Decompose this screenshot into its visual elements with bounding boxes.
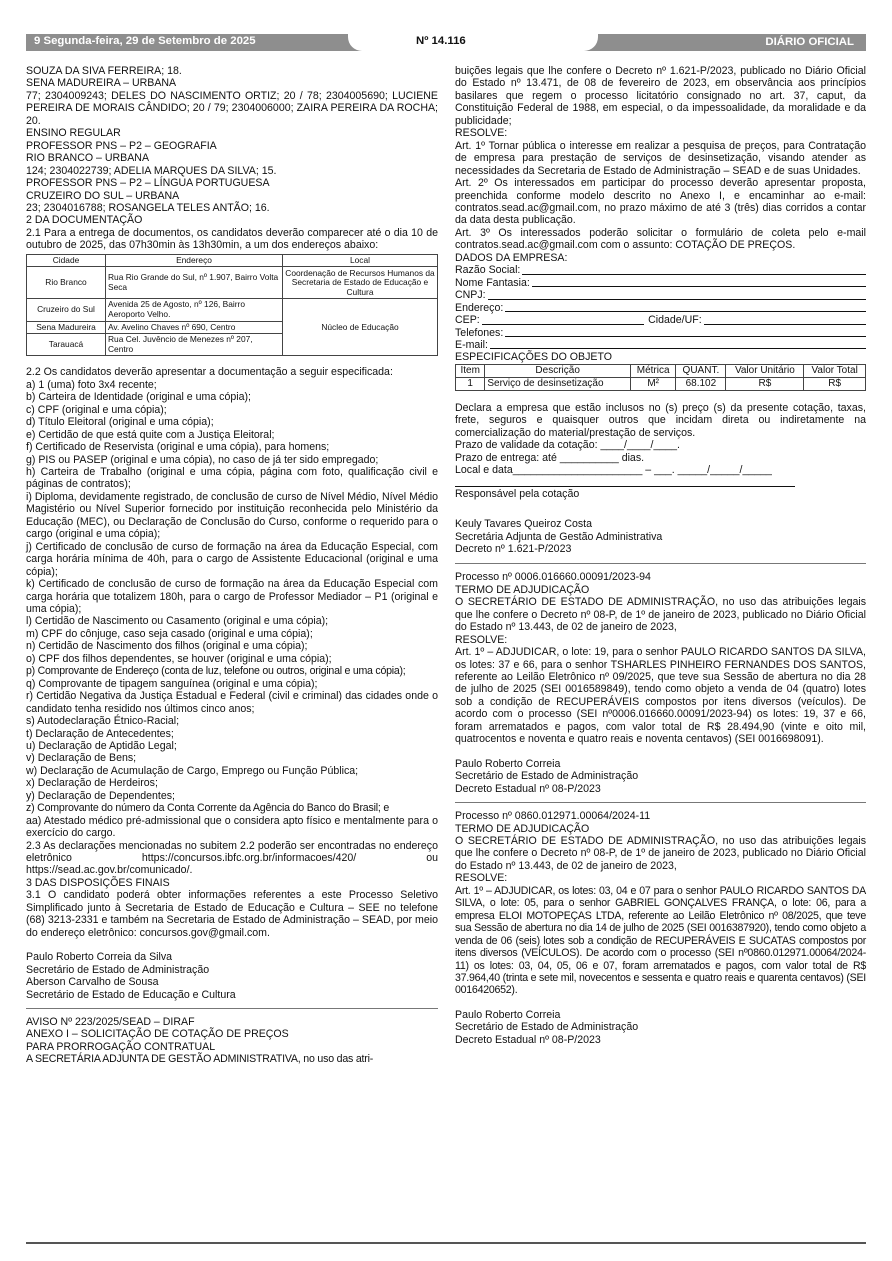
table-cell: Av. Avelino Chaves nº 690, Centro: [106, 321, 283, 334]
left-column: [26, 65, 438, 1066]
text-line: Local e data______________________ – ___. _____/_____/_____: [455, 464, 772, 477]
table-header-cell: Cidade: [27, 254, 106, 267]
text-line: Prazo de validade da cotação: ____/____/____.: [455, 439, 680, 452]
paragraph: 2.1 Para a entrega de documentos, os candidatos deverão comparecer até o dia 10 de outubro de 2025, das 07h30min às 13h30min, a um dos endereços abaixo:: [26, 226, 438, 252]
header-issue-number: Nº 14.116: [416, 35, 466, 47]
list-item: u) Declaração de Aptidão Legal;: [26, 739, 177, 752]
signature-line: [455, 477, 795, 487]
notice-title: AVISO Nº 223/2025/SEAD – DIRAF: [26, 1016, 195, 1029]
text-line: SENA MADUREIRA – URBANA: [26, 77, 177, 90]
text-line: PROFESSOR PNS – P2 – LÍNGUA PORTUGUESA: [26, 177, 270, 190]
list-item: g) PIS ou PASEP (original e uma cópia), no caso de já ter sido empregado;: [26, 453, 379, 466]
signature-decree: Decreto Estadual nº 08-P/2023: [455, 1033, 601, 1046]
paragraph: 2.2 Os candidatos deverão apresentar a documentação a seguir especificada:: [26, 366, 393, 379]
page-header: [26, 34, 866, 51]
list-item: b) Carteira de Identidade (original e uma cópia);: [26, 391, 251, 404]
signature-title: Secretária Adjunta de Gestão Administrativa: [455, 530, 663, 543]
list-item: r) Certidão Negativa da Justiça Estadual e Federal (civil e criminal) das cidades onde o candidato tenha residido nos últimos cinco anos;: [26, 690, 438, 715]
field-label: Telefones:: [455, 326, 504, 339]
divider: [26, 1008, 438, 1009]
list-item: p) Comprovante de Endereço (conta de luz, telefone ou outros, original e uma cópia);: [26, 665, 406, 678]
text-line: RIO BRANCO – URBANA: [26, 152, 150, 165]
form-field-cnpj: [455, 289, 866, 301]
section-heading: 3 DAS DISPOSIÇÕES FINAIS: [26, 876, 170, 889]
form-field-nome-fantasia: [455, 277, 866, 289]
list-item: q) Comprovante de tipagem sanguínea (original e uma cópia);: [26, 677, 318, 690]
table-header-cell: Endereço: [106, 254, 283, 267]
table-row: [27, 299, 438, 321]
section-heading: ESPECIFICAÇÕES DO OBJETO: [455, 351, 612, 364]
table-header-cell: Item: [456, 364, 485, 377]
paragraph: 3.1 O candidato poderá obter informações referentes a este Processo Seletivo Simplificado junto à Secretaria de Estado de Educação e Cultura – SEE no telefone (68) 3213-2331 e também na Secretaria de Estado de Administração – SEAD, por meio do endereço eletrônico: concursos.gov@gmail.com.: [26, 889, 438, 939]
table-cell: 68.102: [676, 377, 726, 390]
list-item: a) 1 (uma) foto 3x4 recente;: [26, 378, 157, 391]
field-label: Cidade/UF:: [648, 314, 702, 327]
table-cell: M²: [630, 377, 675, 390]
table-cell: Cruzeiro do Sul: [27, 299, 106, 321]
table-cell: R$: [804, 377, 866, 390]
text-line: CRUZEIRO DO SUL – URBANA: [26, 189, 180, 202]
list-item: l) Certidão de Nascimento ou Casamento (original e uma cópia);: [26, 615, 329, 628]
document-title: TERMO DE ADJUDICAÇÃO: [455, 822, 590, 835]
field-label: Endereço:: [455, 301, 504, 314]
resolve-heading: RESOLVE:: [455, 633, 508, 646]
list-item: s) Autodeclaração Étnico-Racial;: [26, 715, 180, 728]
paragraph: Art. 3º Os interessados poderão solicitar o formulário de coleta pelo e-mail contratos.sead.ac@gmail.com com o assunto: COTAÇÃO DE PREÇOS.: [455, 226, 866, 252]
header-center-tab: [348, 34, 598, 51]
table-header-cell: Descrição: [485, 364, 631, 377]
signature-title: Secretário de Estado de Administração: [455, 770, 639, 783]
divider: [455, 563, 866, 564]
field-label: CEP:: [455, 314, 480, 327]
table-cell: Sena Madureira: [27, 321, 106, 334]
form-field-telefones: [455, 327, 866, 339]
table-cell: Rio Branco: [27, 267, 106, 299]
field-label: Nome Fantasia:: [455, 276, 530, 289]
table-row: [27, 267, 438, 299]
header-publication-title: DIÁRIO OFICIAL: [765, 36, 854, 48]
list-item: j) Certificado de conclusão de curso de formação na área da Educação Especial, com carga horária mínima de 40h, para o cargo de Assistente Educacional (original e uma cópia);: [26, 540, 438, 578]
section-heading: 2 DA DOCUMENTAÇÃO: [26, 214, 143, 227]
document-title: TERMO DE ADJUDICAÇÃO: [455, 583, 590, 596]
paragraph: O SECRETÁRIO DE ESTADO DE ADMINISTRAÇÃO, no uso das atribuições legais que lhe confere o Decreto nº 08-P, de 1º de janeiro de 2023, publicado no Diário Oficial do Estado nº 13.443, de 02 de janeiro de 2023,: [455, 835, 866, 872]
text-line: Prazo de entrega: até __________ dias.: [455, 451, 645, 464]
form-field-endereco: [455, 302, 866, 314]
list-item: m) CPF do cônjuge, caso seja casado (original e uma cópia);: [26, 627, 313, 640]
signature-name: Keuly Tavares Queiroz Costa: [455, 518, 592, 531]
list-item: h) Carteira de Trabalho (original e uma cópia, página com foto, qualificação civil e páginas de contratos);: [26, 465, 438, 491]
field-label: E-mail:: [455, 338, 488, 351]
table-cell: Serviço de desinsetização: [485, 377, 631, 390]
list-item: f) Certificado de Reservista (original e uma cópia), para homens;: [26, 441, 330, 454]
text-line: ENSINO REGULAR: [26, 127, 121, 140]
text-line: Responsável pela cotação: [455, 487, 580, 500]
resolve-heading: RESOLVE:: [455, 872, 508, 885]
field-label: Razão Social:: [455, 264, 521, 277]
signature-name: Paulo Roberto Correia da Silva: [26, 951, 173, 964]
paragraph: 2.3 As declarações mencionadas no subitem 2.2 poderão ser encontradas no endereço eletrônico https://concursos.ibfc.org.br/informacoes/420/ ou https://sead.ac.gov.br/comunicado/.: [26, 839, 438, 877]
object-spec-table: [455, 364, 866, 391]
text-line: PROFESSOR PNS – P2 – GEOGRAFIA: [26, 139, 217, 152]
list-item: w) Declaração de Acumulação de Cargo, Emprego ou Função Pública;: [26, 764, 359, 777]
list-item: z) Comprovante do número da Conta Corrente da Agência do Banco do Brasil; e: [26, 802, 390, 815]
table-row: [456, 377, 866, 390]
notice-subtitle: ANEXO I – SOLICITAÇÃO DE COTAÇÃO DE PREÇOS: [26, 1028, 289, 1041]
signature-name: Aberson Carvalho de Sousa: [26, 976, 159, 989]
signature-decree: Decreto nº 1.621-P/2023: [455, 542, 572, 555]
paragraph: Art. 2º Os interessados em participar do processo deverão apresentar proposta, preenchida conforme modelo descrito no Anexo I, e encaminhar ao e-mail: contratos.sead.ac@gmail.com, no prazo máximo de até 3 (três) dias corridos a contar da data desta publicação.: [455, 177, 866, 227]
list-item: e) Certidão de que está quite com a Justiça Eleitoral;: [26, 428, 275, 441]
list-item: i) Diploma, devidamente registrado, de conclusão de curso de Nível Médio, Nível Médio Magistério ou Nível Superior fornecido por instituição reconhecida pelo Ministério da Educação (MEC), ou Declaração de Conclusão do Curso, conforme o requerido para o cargo (original e uma cópia);: [26, 490, 438, 541]
table-cell: Núcleo de Educação: [283, 299, 438, 356]
paragraph: Art. 1º Tornar pública o interesse em realizar a pesquisa de preços, para Contratação de empresa para prestação de serviços de desinsetização, visando atender as necessidades da Secretaria de Estado de Administração – SEAD e de suas Unidades.: [455, 139, 866, 177]
text-line: 23; 2304016788; ROSANGELA TELES ANTÃO; 16.: [26, 201, 270, 214]
list-item: k) Certificado de conclusão de curso de formação na área da Educação Especial com carga horária que totalizem 180h, para o cargo de Professor Mediador – P1 (original e uma cópia);: [26, 578, 438, 615]
signature-title: Secretário de Estado de Administração: [455, 1021, 639, 1034]
table-header-cell: QUANT.: [676, 364, 726, 377]
signature-name: Paulo Roberto Correia: [455, 1008, 561, 1021]
divider: [455, 802, 866, 803]
paragraph: Declara a empresa que estão inclusos no (s) preço (s) da presente cotação, taxas, frete, seguros e quaisquer outros que incidam direta ou indiretamente na comercialização do material/prestação de serviços.: [455, 401, 866, 439]
list-item: o) CPF dos filhos dependentes, se houver (original e uma cópia);: [26, 652, 332, 665]
right-column: [455, 65, 866, 1046]
table-header-cell: Valor Unitário: [726, 364, 804, 377]
list-item: aa) Atestado médico pré-admissional que o considera apto físico e mentalmente para o exercício do cargo.: [26, 814, 438, 840]
form-field-razao-social: [455, 264, 866, 276]
list-item: n) Certidão de Nascimento dos filhos (original e uma cópia);: [26, 640, 308, 653]
resolve-heading: RESOLVE:: [455, 127, 508, 140]
list-item: c) CPF (original e uma cópia);: [26, 403, 167, 416]
signature-title: Secretário de Estado de Administração: [26, 963, 210, 976]
list-item: x) Declaração de Herdeiros;: [26, 777, 158, 790]
list-item: d) Título Eleitoral (original e uma cópia);: [26, 416, 214, 429]
form-field-email: [455, 339, 866, 351]
text-line: 124; 2304022739; ADELIA MARQUES DA SILVA; 15.: [26, 164, 277, 177]
section-heading: DADOS DA EMPRESA:: [455, 251, 568, 264]
signature-decree: Decreto Estadual nº 08-P/2023: [455, 782, 601, 795]
table-cell: Rua Cel. Juvêncio de Menezes nº 207, Centro: [106, 334, 283, 356]
table-cell: 1: [456, 377, 485, 390]
table-cell: R$: [726, 377, 804, 390]
signature-title: Secretário de Estado de Educação e Cultura: [26, 988, 236, 1001]
text-line: SOUZA DA SIVA FERREIRA; 18.: [26, 65, 182, 77]
process-number: Processo nº 0860.012971.00064/2024-11: [455, 810, 651, 823]
table-header-cell: Métrica: [630, 364, 675, 377]
signature-name: Paulo Roberto Correia: [455, 757, 561, 770]
paragraph: buições legais que lhe confere o Decreto nº 1.621-P/2023, publicado no Diário Oficial do Estado nº 13.471, de 08 de fevereiro de 2023, em observância aos princípios basilares que regem o processo licitatório consignado no art. 37, caput, da Constituição Federal de 1988, em especial, o da impessoalidade, da moralidade e da publicidade;: [455, 65, 866, 127]
table-header-cell: Valor Total: [804, 364, 866, 377]
list-item: y) Declaração de Dependentes;: [26, 789, 175, 802]
header-date: 9 Segunda-feira, 29 de Setembro de 2025: [34, 35, 256, 47]
notice-subtitle: PARA PRORROGAÇÃO CONTRATUAL: [26, 1040, 216, 1053]
table-cell: Tarauacá: [27, 334, 106, 356]
page-footer-rule: [26, 1242, 866, 1244]
paragraph: Art. 1º – ADJUDICAR, os lotes: 03, 04 e 07 para o senhor PAULO RICARDO SANTOS DA SILVA, o lote: 05, para o senhor GABRIEL GONÇALVES FRANÇA, o lote: 06, para a empresa ELOI MOTOPEÇAS LTDA, referente ao Leilão Eletrônico nº 08/2025, que teve sua Sessão de abertura no dia 14 de julho de 2025 (SEI 0016387920), tendo como objeto a venda de 06 (seis) lotes sob a condição de RECUPERÁVEIS E SUCATAS compostos por itens diversos (VEÍCULOS). De acordo com o processo (SEI nº0860.012971.00064/2024-11) os lotes: 03, 04, 05, 06 e 07, foram arrematados e pagos, com valor total de R$ 37.964,40 (trinta e sete mil, novecentos e sessenta e quatro reais e quarenta centavos) (SEI 0016420652).: [455, 884, 866, 997]
list-item: t) Declaração de Antecedentes;: [26, 727, 174, 740]
paragraph: Art. 1º – ADJUDICAR, o lote: 19, para o senhor PAULO RICARDO SANTOS DA SILVA, os lotes: 37 e 66, para o senhor TSHARLES PINHEIRO FERNANDES DOS SANTOS, referente ao Leilão Eletrônico nº 09/2025, que teve sua Sessão de abertura no dia 28 de julho de 2025 (SEI 0016589849), tendo como objeto a venda de 04 (quatro) lotes sob a condição de RECUPERÁVEIS compostos por itens diversos (veículos). De acordo com o processo (SEI nº0006.016660.00091/2023-94) os lotes: 19, 37 e 66, foram arrematados e pagos, com valor total de R$ 28.494,90 (vinte e oito mil, quatrocentos e noventa e quatro reais e noventa centavos) (SEI 0016698091).: [455, 646, 866, 746]
field-label: CNPJ:: [455, 289, 486, 302]
addresses-table: [26, 254, 438, 357]
table-cell: Coordenação de Recursos Humanos da Secretaria de Estado de Educação e Cultura: [283, 267, 438, 299]
table-cell: Rua Rio Grande do Sul, nº 1.907, Bairro Volta Seca: [106, 267, 283, 299]
text-line: 77; 2304009243; DELES DO NASCIMENTO ORTIZ; 20 / 78; 2304005690; LUCIENE PEREIRA DE MORAIS CÂNDIDO; 20 / 79; 2304006000; ZAIRA PEREIRA DA ROCHA; 20.: [26, 89, 438, 127]
list-item: v) Declaração de Bens;: [26, 752, 137, 765]
table-header-cell: Local: [283, 254, 438, 267]
process-number: Processo nº 0006.016660.00091/2023-94: [455, 571, 651, 584]
paragraph: A SECRETÁRIA ADJUNTA DE GESTÃO ADMINISTRATIVA, no uso das atri-: [26, 1053, 374, 1066]
paragraph: O SECRETÁRIO DE ESTADO DE ADMINISTRAÇÃO, no uso das atribuições legais que lhe confere o Decreto nº 08-P, de 1º de janeiro de 2023, publicado no Diário Oficial do Estado nº 13.443, de 02 de janeiro de 2023,: [455, 596, 866, 634]
table-cell: Avenida 25 de Agosto, nº 126, Bairro Aeroporto Velho.: [106, 299, 283, 321]
form-field-cep-cidade: [455, 314, 866, 326]
